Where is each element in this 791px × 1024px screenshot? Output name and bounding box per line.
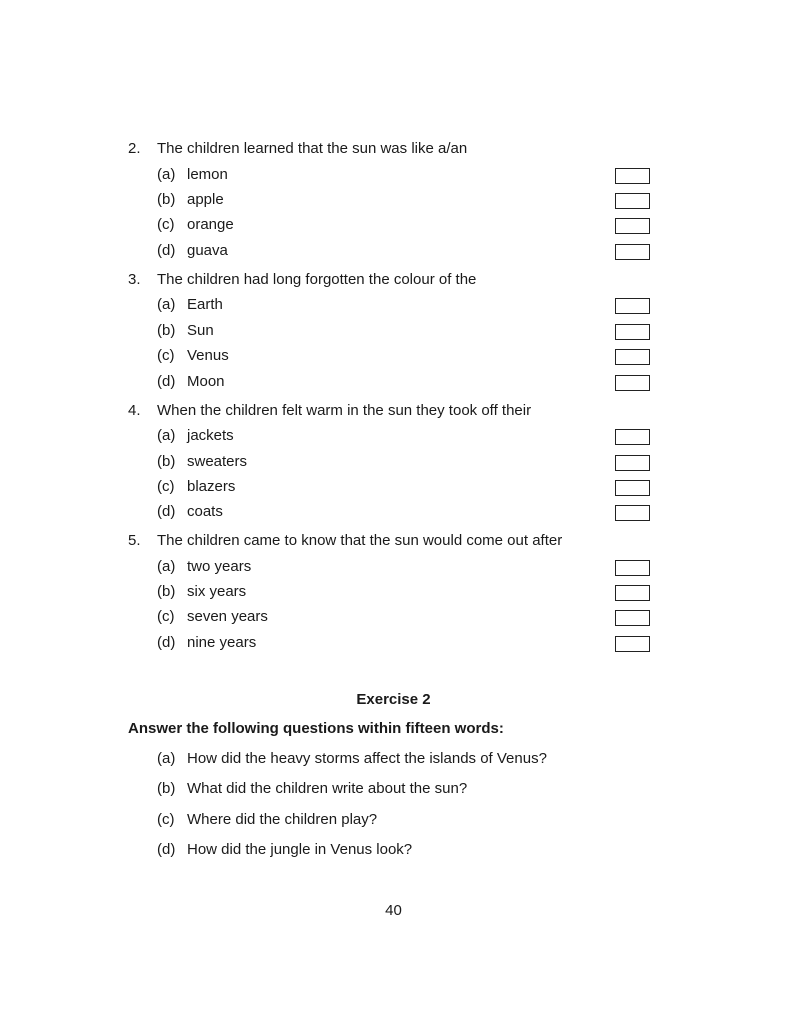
option-text: coats	[187, 503, 223, 520]
answer-checkbox[interactable]	[615, 429, 650, 445]
option-text: guava	[187, 242, 228, 259]
answer-checkbox[interactable]	[615, 193, 650, 209]
option-letter: (b)	[157, 191, 176, 208]
question-number: 3.	[128, 271, 141, 288]
answer-checkbox[interactable]	[615, 505, 650, 521]
question-number: 2.	[128, 140, 141, 157]
option-letter: (d)	[157, 373, 176, 390]
answer-checkbox[interactable]	[615, 375, 650, 391]
option-letter: (d)	[157, 634, 176, 651]
option-text: Venus	[187, 347, 229, 364]
answer-checkbox[interactable]	[615, 324, 650, 340]
exercise-question-text: Where did the children play?	[187, 811, 378, 828]
option-text: Moon	[187, 373, 225, 390]
exercise-question-text: What did the children write about the sun?	[187, 780, 468, 797]
answer-checkbox[interactable]	[615, 585, 650, 601]
exercise-question-letter: (c)	[157, 811, 175, 828]
answer-checkbox[interactable]	[615, 636, 650, 652]
option-text: nine years	[187, 634, 257, 651]
answer-checkbox[interactable]	[615, 298, 650, 314]
option-letter: (a)	[157, 427, 176, 444]
answer-checkbox[interactable]	[615, 480, 650, 496]
answer-checkbox[interactable]	[615, 610, 650, 626]
option-letter: (c)	[157, 216, 175, 233]
option-letter: (c)	[157, 478, 175, 495]
answer-checkbox[interactable]	[615, 218, 650, 234]
option-text: apple	[187, 191, 224, 208]
answer-checkbox[interactable]	[615, 349, 650, 365]
option-text: sweaters	[187, 453, 248, 470]
option-letter: (d)	[157, 242, 176, 259]
exercise-instruction: Answer the following questions within fifteen words:	[128, 720, 504, 737]
option-text: blazers	[187, 478, 236, 495]
question-text: The children came to know that the sun would come out after	[157, 532, 563, 549]
question-number: 5.	[128, 532, 141, 549]
answer-checkbox[interactable]	[615, 244, 650, 260]
exercise-question-letter: (d)	[157, 841, 176, 858]
option-letter: (a)	[157, 558, 176, 575]
option-letter: (a)	[157, 166, 176, 183]
option-text: orange	[187, 216, 234, 233]
option-letter: (b)	[157, 583, 176, 600]
option-letter: (b)	[157, 322, 176, 339]
answer-checkbox[interactable]	[615, 455, 650, 471]
question-text: The children learned that the sun was like a/an	[157, 140, 468, 157]
exercise-question-text: How did the jungle in Venus look?	[187, 841, 413, 858]
answer-checkbox[interactable]	[615, 168, 650, 184]
exercise-question-text: How did the heavy storms affect the islands of Venus?	[187, 750, 547, 767]
option-text: Sun	[187, 322, 214, 339]
option-letter: (c)	[157, 347, 175, 364]
question-number: 4.	[128, 402, 141, 419]
option-letter: (a)	[157, 296, 176, 313]
exercise-question-letter: (a)	[157, 750, 176, 767]
exercise-title: Exercise 2	[356, 691, 431, 708]
option-letter: (b)	[157, 453, 176, 470]
option-text: lemon	[187, 166, 228, 183]
option-text: seven years	[187, 608, 268, 625]
answer-checkbox[interactable]	[615, 560, 650, 576]
option-text: six years	[187, 583, 247, 600]
question-text: When the children felt warm in the sun they took off their	[157, 402, 532, 419]
option-text: two years	[187, 558, 252, 575]
exercise-question-letter: (b)	[157, 780, 176, 797]
page-number: 40	[385, 902, 402, 919]
question-text: The children had long forgotten the colour of the	[157, 271, 477, 288]
option-letter: (c)	[157, 608, 175, 625]
option-letter: (d)	[157, 503, 176, 520]
option-text: jackets	[187, 427, 234, 444]
option-text: Earth	[187, 296, 223, 313]
